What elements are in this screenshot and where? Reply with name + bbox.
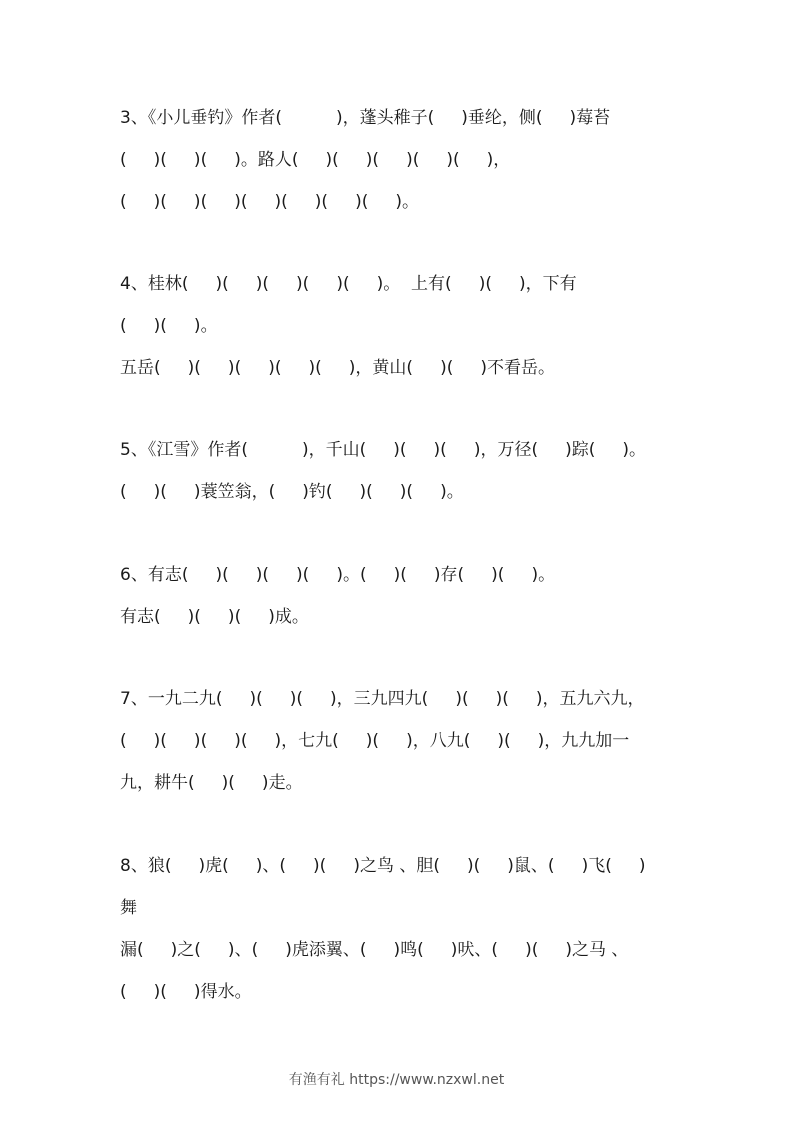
q6-line-1: 6、有志( )( )( )( )。( )( )存( )( )。 xyxy=(120,565,556,585)
q8-line-1: 8、狼( )虎( )、( )( )之鸟 、胆( )( )鼠、( )飞( ) xyxy=(120,856,646,876)
q8-line-4: ( )( )得水。 xyxy=(120,982,252,1002)
q7-line-1: 7、一九二九( )( )( )，三九四九( )( )( )，五九六九， xyxy=(120,689,645,709)
q3-line-3: ( )( )( )( )( )( )( )。 xyxy=(120,192,419,212)
q6-line-2: 有志( )( )( )成。 xyxy=(120,607,309,627)
q3-line-2: ( )( )( )。路人( )( )( )( )( )， xyxy=(120,150,511,170)
q8-line-2: 舞 xyxy=(120,898,137,918)
q4-line-2: ( )( )。 xyxy=(120,316,218,336)
q4-line-1: 4、桂林( )( )( )( )( )。 上有( )( )，下有 xyxy=(120,274,577,294)
q5-line-1: 5、《江雪》作者( )，千山( )( )( )，万径( )踪( )。 xyxy=(120,440,647,460)
q4-line-3: 五岳( )( )( )( )( )，黄山( )( )不看岳。 xyxy=(120,358,555,378)
footer-watermark: 有渔有礼 https://www.nzxwl.net xyxy=(288,1072,505,1088)
q7-line-3: 九，耕牛( )( )走。 xyxy=(120,773,303,793)
q8-line-3: 漏( )之( )、( )虎添翼、( )鸣( )吠、( )( )之马 、 xyxy=(120,940,629,960)
q3-line-1: 3、《小儿垂钓》作者( )，蓬头稚子( )垂纶，侧( )莓苔 xyxy=(120,108,611,128)
q7-line-2: ( )( )( )( )，七九( )( )，八九( )( )，九九加一 xyxy=(120,731,630,751)
q5-line-2: ( )( )蓑笠翁，( )钓( )( )( )。 xyxy=(120,482,464,502)
